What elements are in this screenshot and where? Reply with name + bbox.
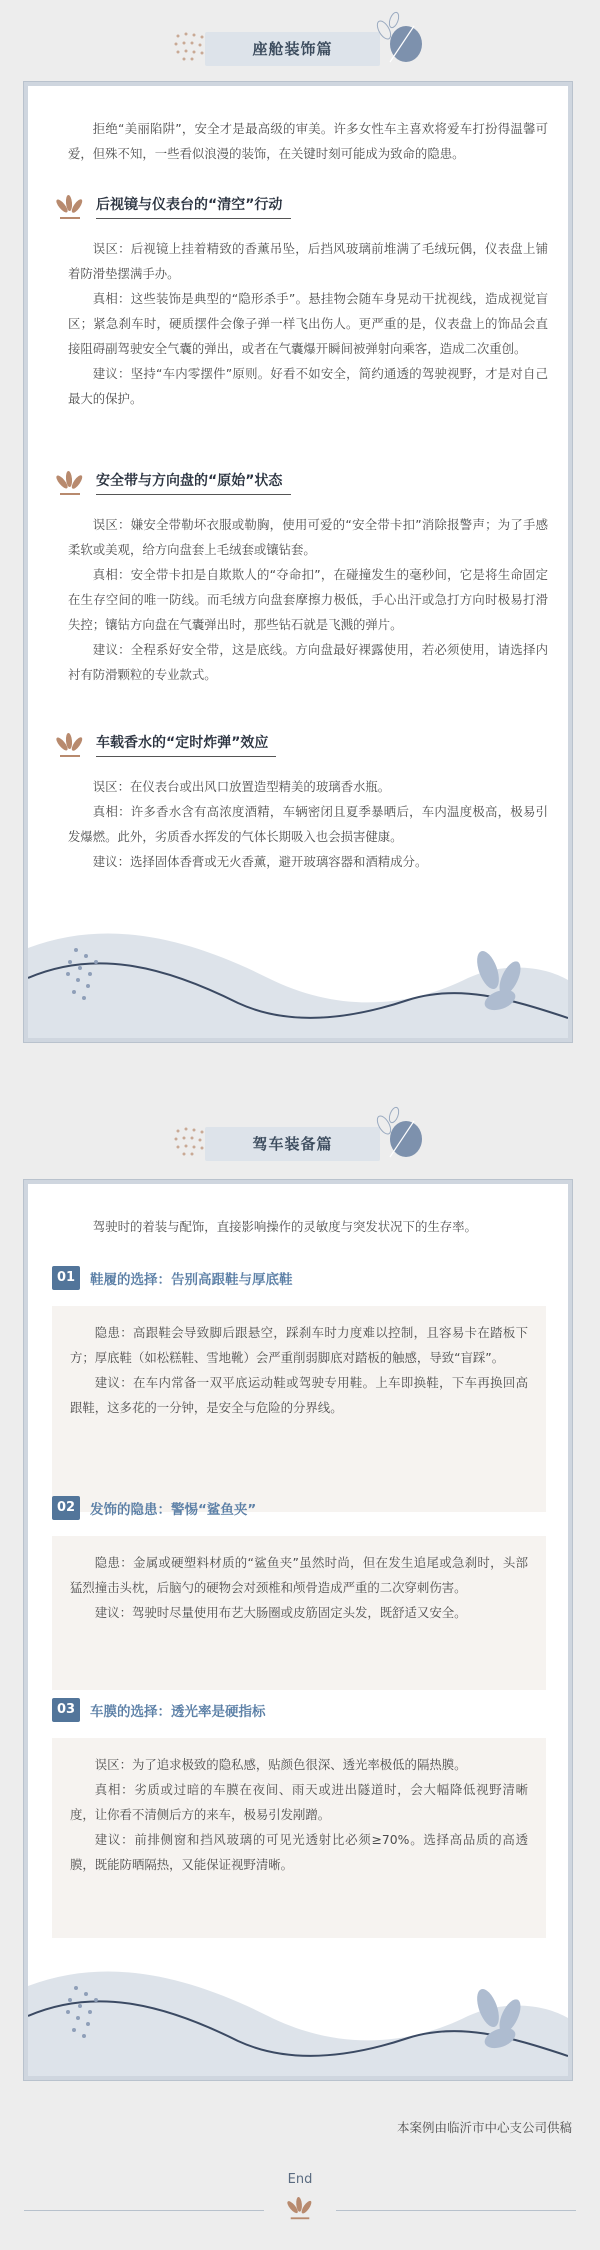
fan-leaf-icon [285, 2196, 315, 2222]
credit-line: 本案例由临沂市中心支公司供稿 [396, 2120, 572, 2135]
item-2-p1: 误区：嫌安全带勒坏衣服或勒胸，使用可爱的“安全带卡扣”消除报警声；为了手感柔软或美观，给方向盘套上毛绒套或镶钻套。 [68, 517, 548, 557]
item-1-block [68, 236, 548, 411]
subheading-1 [54, 190, 354, 226]
numbered-heading-02-text: 发饰的隐患：警惕“鲨鱼夹” [90, 1502, 257, 1518]
fan-leaf-icon [54, 732, 86, 760]
section1-title: 座舱装饰篇 [252, 40, 333, 58]
item-3-p2: 真相：许多香水含有高浓度酒精，车辆密闭且夏季暴晒后，车内温度极高，极易引发爆燃。此外，劣质香水挥发的气体长期吸入也会损害健康。 [68, 804, 548, 844]
box-03-p2: 真相：劣质或过暗的车膜在夜间、雨天或进出隧道时，会大幅降低视野清晰度，让你看不清侧后方的来车，极易引发剐蹭。 [70, 1782, 528, 1822]
box-03-p3: 建议：前排侧窗和挡风玻璃的可见光透射比必须≥70%。选择高品质的高透膜，既能防晒隔热，又能保证视野清晰。 [70, 1832, 528, 1872]
number-badge-01: 01 [52, 1266, 80, 1290]
wave-decoration [28, 1946, 568, 2076]
number-badge-03: 03 [52, 1698, 80, 1722]
section1-header [0, 10, 600, 80]
dot-pattern-icon [170, 1123, 210, 1159]
section2-intro-block [68, 1214, 548, 1239]
section1-card [24, 82, 572, 1042]
numbered-heading-01 [52, 1266, 452, 1292]
end-divider-right [336, 2210, 576, 2211]
fan-leaf-icon [54, 470, 86, 498]
numbered-heading-02 [52, 1496, 452, 1522]
subheading-3-underline [96, 756, 276, 757]
number-badge-02: 02 [52, 1496, 80, 1520]
box-02-p1: 隐患：金属或硬塑料材质的“鲨鱼夹”虽然时尚，但在发生追尾或急刹时，头部猛烈撞击头枕，后脑勺的硬物会对颈椎和颅骨造成严重的二次穿刺伤害。 [70, 1555, 528, 1595]
wave-decoration [28, 908, 568, 1038]
box-03-p1: 误区：为了追求极致的隐私感，贴颜色很深、透光率极低的隔热膜。 [94, 1757, 467, 1772]
section2-header [0, 1105, 600, 1175]
section2-card [24, 1180, 572, 2080]
box-01-p2: 建议：在车内常备一双平底运动鞋或驾驶专用鞋。上车即换鞋，下车再换回高跟鞋，这多花的一分钟，是安全与危险的分界线。 [70, 1375, 528, 1415]
section2-title: 驾车装备篇 [252, 1135, 333, 1153]
subheading-2-text: 安全带与方向盘的“原始”状态 [96, 473, 283, 489]
section2-intro: 驾驶时的着装与配饰，直接影响操作的灵敏度与突发状况下的生存率。 [92, 1219, 477, 1234]
content-box-01 [52, 1306, 546, 1512]
box-01-p1: 隐患：高跟鞋会导致脚后跟悬空，踩刹车时力度难以控制，且容易卡在踏板下方；厚底鞋（如松糕鞋、雪地靴）会严重削弱脚底对踏板的触感，导致“盲踩”。 [70, 1325, 528, 1365]
item-1-p1: 误区：后视镜上挂着精致的香薰吊坠，后挡风玻璃前堆满了毛绒玩偶，仪表盘上铺着防滑垫摆满手办。 [68, 241, 548, 281]
item-1-p3: 建议：坚持“车内零摆件”原则。好看不如安全，简约通透的驾驶视野，才是对自己最大的保护。 [68, 366, 548, 406]
leaf-decoration-icon [370, 10, 430, 70]
item-2-p3: 建议：全程系好安全带，这是底线。方向盘最好裸露使用，若必须使用，请选择内衬有防滑颗粒的专业款式。 [68, 642, 548, 682]
end-label: End [287, 2172, 313, 2187]
numbered-heading-01-text: 鞋履的选择：告别高跟鞋与厚底鞋 [90, 1272, 293, 1288]
subheading-3 [54, 728, 354, 764]
item-3-block [68, 774, 548, 874]
subheading-2-underline [96, 494, 291, 495]
box-02-p2: 建议：驾驶时尽量使用布艺大肠圈或皮筋固定头发，既舒适又安全。 [94, 1605, 467, 1620]
section1-intro: 拒绝“美丽陷阱”，安全才是最高级的审美。许多女性车主喜欢将爱车打扮得温馨可爱，但殊不知，一些看似浪漫的装饰，在关键时刻可能成为致命的隐患。 [68, 121, 548, 161]
section1-intro-block [68, 116, 548, 166]
subheading-1-text: 后视镜与仪表台的“清空”行动 [96, 197, 283, 213]
fan-leaf-icon [54, 194, 86, 222]
subheading-3-text: 车载香水的“定时炸弹”效应 [96, 735, 269, 751]
item-2-p2: 真相：安全带卡扣是自欺欺人的“夺命扣”，在碰撞发生的毫秒间，它是将生命固定在生存空间的唯一防线。而毛绒方向盘套摩擦力极低，手心出汗或急打方向时极易打滑失控；镶钻方向盘在气囊弹出时，那些钻石就是飞溅的弹片。 [68, 567, 548, 632]
content-box-03 [52, 1738, 546, 1938]
numbered-heading-03 [52, 1698, 452, 1724]
numbered-heading-03-text: 车膜的选择：透光率是硬指标 [90, 1704, 266, 1720]
item-1-p2: 真相：这些装饰是典型的“隐形杀手”。悬挂物会随车身晃动干扰视线，造成视觉盲区；紧急刹车时，硬质摆件会像子弹一样飞出伤人。更严重的是，仪表盘上的饰品会直接阻碍副驾驶安全气囊的弹出，或者在气囊爆开瞬间被弹射向乘客，造成二次重创。 [68, 291, 548, 356]
item-3-p1: 误区：在仪表台或出风口放置造型精美的玻璃香水瓶。 [92, 779, 391, 794]
item-3-p3: 建议：选择固体香膏或无火香薰，避开玻璃容器和酒精成分。 [92, 854, 428, 869]
content-box-02 [52, 1536, 546, 1690]
item-2-block [68, 512, 548, 687]
dot-pattern-icon [170, 28, 210, 64]
end-divider-left [24, 2210, 264, 2211]
subheading-1-underline [96, 218, 291, 219]
subheading-2 [54, 466, 354, 502]
leaf-decoration-icon [370, 1105, 430, 1165]
